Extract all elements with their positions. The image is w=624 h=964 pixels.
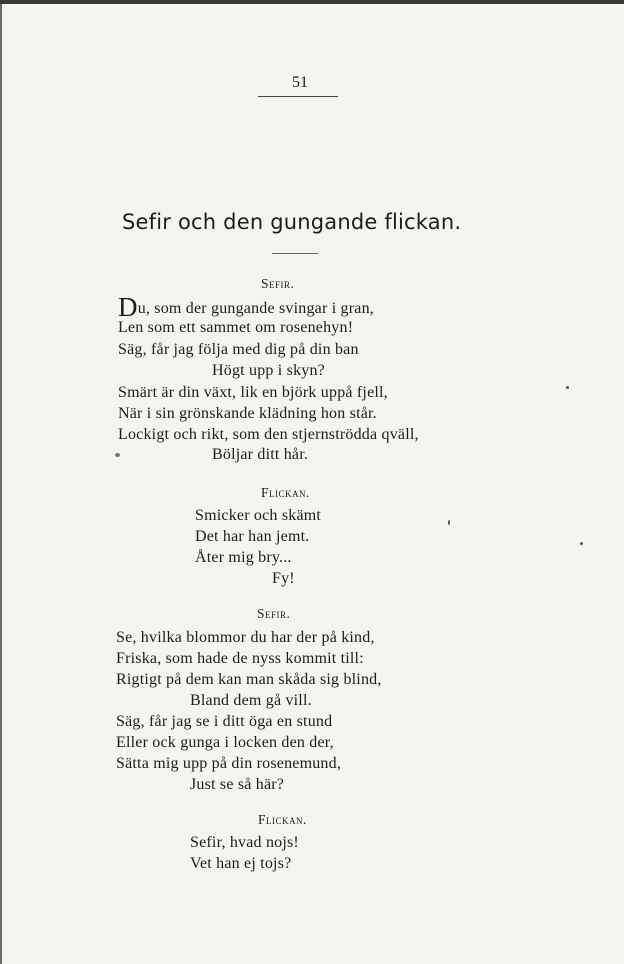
- verse-line: Sätta mig upp på din rosenemund,: [116, 755, 342, 772]
- scan-speck: [115, 453, 120, 457]
- poem-title: Sefir och den gungande flickan.: [122, 210, 462, 234]
- verse-line: Len som ett sammet om rosenehyn!: [118, 319, 354, 336]
- scan-speck: [580, 542, 583, 545]
- verse-line: Högt upp i skyn?: [212, 362, 325, 379]
- speaker-label: Flickan.: [261, 485, 310, 500]
- page-edge: [0, 4, 2, 964]
- verse-line: Sefir, hvad nojs!: [190, 834, 299, 851]
- verse-line: Åter mig bry...: [195, 549, 292, 566]
- verse-line: Smicker och skämt: [195, 507, 322, 524]
- verse-line: Se, hvilka blommor du har der på kind,: [116, 629, 375, 646]
- page-number-rule: [258, 96, 338, 97]
- verse-line: [118, 292, 374, 322]
- verse-line: Friska, som hade de nyss kommit till:: [116, 650, 364, 667]
- speaker-label: Sefir.: [257, 606, 291, 621]
- verse-line: Rigtigt på dem kan man skåda sig blind,: [116, 671, 382, 688]
- verse-line: Lockigt och rikt, som den stjernströdda qväll,: [118, 426, 419, 443]
- speaker-label: Sefir.: [261, 276, 295, 291]
- verse-line: Säg, får jag se i ditt öga en stund: [116, 713, 333, 730]
- verse-line: Fy!: [272, 570, 295, 587]
- verse-line: Säg, får jag följa med dig på din ban: [118, 341, 359, 358]
- verse-line: Eller ock gunga i locken den der,: [116, 734, 334, 751]
- verse-line: Böljar ditt hår.: [212, 446, 309, 463]
- verse-line: När i sin grönskande klädning hon står.: [118, 405, 377, 422]
- scan-speck: [448, 520, 450, 525]
- speaker-label: Flickan.: [258, 812, 307, 827]
- title-rule: [272, 253, 318, 254]
- page-number: 51: [292, 74, 308, 91]
- verse-line: Just se så här?: [190, 776, 285, 793]
- scan-speck: [566, 386, 569, 389]
- verse-line-text: u, som der gungande svingar i gran,: [137, 300, 374, 317]
- verse-line: Vet han ej tojs?: [190, 855, 292, 872]
- verse-line: Bland dem gå vill.: [190, 692, 312, 709]
- drop-cap: D: [118, 292, 138, 322]
- verse-line: Smärt är din växt, lik en björk uppå fjell,: [118, 384, 388, 401]
- verse-line: Det har han jemt.: [195, 528, 310, 545]
